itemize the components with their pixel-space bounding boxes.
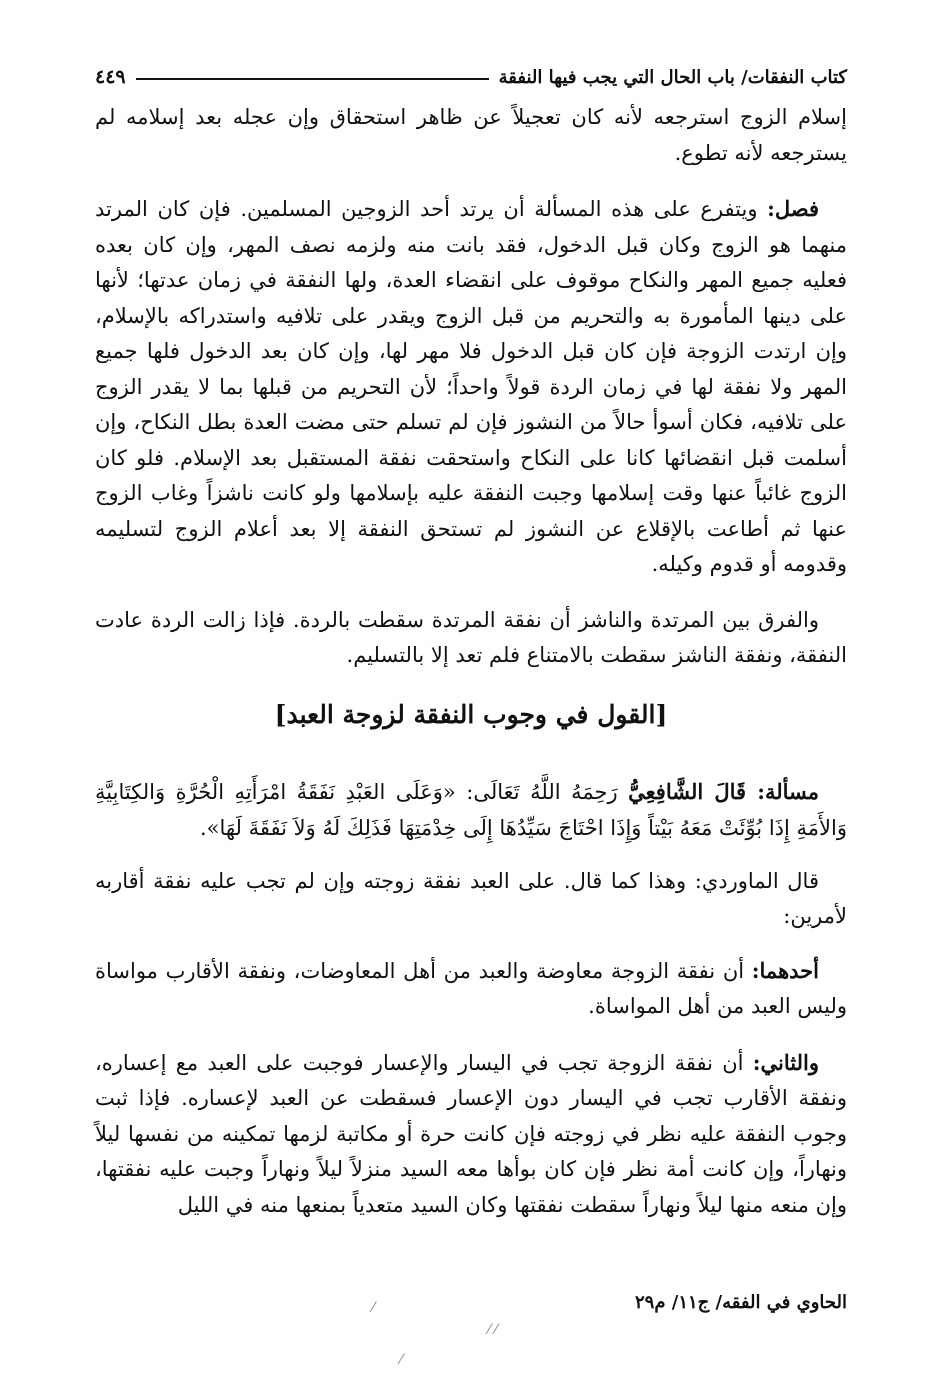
body-text bbox=[95, 100, 847, 1223]
paragraph-mawardi: قال الماوردي: وهذا كما قال. على العبد نفقة زوجته وإن لم تجب عليه نفقة أقاربه لأمرين: bbox=[95, 868, 847, 928]
second-reason-label: والثاني: bbox=[752, 1049, 819, 1075]
scan-mark: ⁄ bbox=[400, 1352, 403, 1368]
paragraph-first-reason bbox=[95, 953, 847, 1025]
scan-mark: ⁄ bbox=[372, 1300, 375, 1316]
masala-label: مسألة: قَالَ الشَّافِعِيُّ bbox=[628, 778, 820, 804]
masala-quote: رَحِمَهُ اللَّهُ تَعَالَى: «وَعَلَى العَبْدِ نَفَقَةُ امْرَأَتِهِ الْحُرَّةِ وَالكِتَابِيَّةِ وَالأَمَةِ إِذَا بُوِّئَتْ مَعَهُ بَيْتاً وَإِذَا احْتَاجَ سَيِّدُهَا إِلَى خِدْمَتِهَا فَذَلِكَ لَهُ وَلاَ نَفَقَةَ لَهَا». bbox=[95, 779, 847, 840]
fasl-label: فصل: bbox=[767, 196, 819, 221]
page-number: ٤٤٩ bbox=[95, 66, 126, 88]
first-reason-text: أن نفقة الزوجة معاوضة والعبد من أهل المعاوضات، ونفقة الأقارب مواساة وليس العبد من أهل المواساة. bbox=[95, 958, 847, 1018]
scan-mark: ⁄ ⁄ bbox=[488, 1322, 498, 1338]
chapter-title: كتاب النفقات/ باب الحال التي يجب فيها النفقة bbox=[498, 66, 847, 88]
first-reason-label: أحدهما: bbox=[751, 957, 819, 983]
running-header bbox=[95, 62, 847, 92]
header-rule bbox=[136, 78, 489, 80]
fasl-text: ويتفرع على هذه المسألة أن يرتد أحد الزوجين المسلمين. فإن كان المرتد منهما هو الزوج وكان قبل الدخول، فقد بانت منه ولزمه نصف المهر، وإن كان بعده فعليه جميع المهر والنكاح موقوف على انقضاء العدة، ولها النفقة في زمان عدتها؛ لأنها على دينها المأمورة به والتحريم من قبل الزوج ويقدر على تلافيه واستدراكه بالإسلام، وإن ارتدت الزوجة فإن كان قبل الدخول فلا مهر لها، وإن كان بعد الدخول فلها جميع المهر ولا نفقة لها في زمان الردة قولاً واحداً؛ لأن التحريم من قبلها بما لا يقدر الزوج على تلافيه، فكان أسوأ حالاً من النشوز فإن لم تسلم حتى مضت العدة بطل النكاح، وإن أسلمت قبل انقضائها كانا على النكاح واستحقت نفقة المستقبل بعد الإسلام. فلو كان الزوج غائباً عنها وقت إسلامها وجبت النفقة عليه بإسلامها ولو كانت ناشزاً وغاب الزوج عنها ثم أطاعت بالإقلاع عن النشوز لم تستحق النفقة إلا بعد أعلام الزوج لتسليمه وقدومه أو قدوم وكيله. bbox=[95, 197, 847, 576]
second-reason-text: أن نفقة الزوجة تجب في اليسار والإعسار فوجبت على العبد مع إعساره، ونفقة الأقارب تجب في اليسار دون الإعسار فسقطت عن العبد لإعساره. فإذا ثبت وجوب النفقة عليه نظر في زوجته فإن كانت حرة أو مكاتبة لزمها تمكينه من نفسها ليلاً ونهاراً، وإن كانت أمة نظر فإن كان بوأها معه السيد منزلاً ليلاً ونهاراً وجبت عليه نفقتها، وإن منعه منها ليلاً ونهاراً سقطت نفقتها وكان السيد متعدياً بمنعها منه في الليل bbox=[95, 1050, 847, 1217]
paragraph-difference: والفرق بين المرتدة والناشز أن نفقة المرتدة سقطت بالردة. فإذا زالت الردة عادت النفقة، ونفقة الناشز سقطت بالامتناع فلم تعد إلا بالتسليم. bbox=[95, 607, 847, 667]
footer-signature: الحاوي في الفقه/ ج١١/ م٢٩ bbox=[634, 1292, 847, 1313]
paragraph-masala bbox=[95, 774, 847, 846]
paragraph-fasl bbox=[95, 191, 847, 583]
paragraph-second-reason bbox=[95, 1045, 847, 1224]
paragraph-continuation: إسلام الزوج استرجعه لأنه كان تعجيلاً عن ظاهر استحقاق وإن عجله بعد إسلامه لم يسترجعه لأنه تطوع. bbox=[95, 105, 847, 165]
section-heading: [القول في وجوب النفقة لزوجة العبد] bbox=[274, 699, 668, 729]
